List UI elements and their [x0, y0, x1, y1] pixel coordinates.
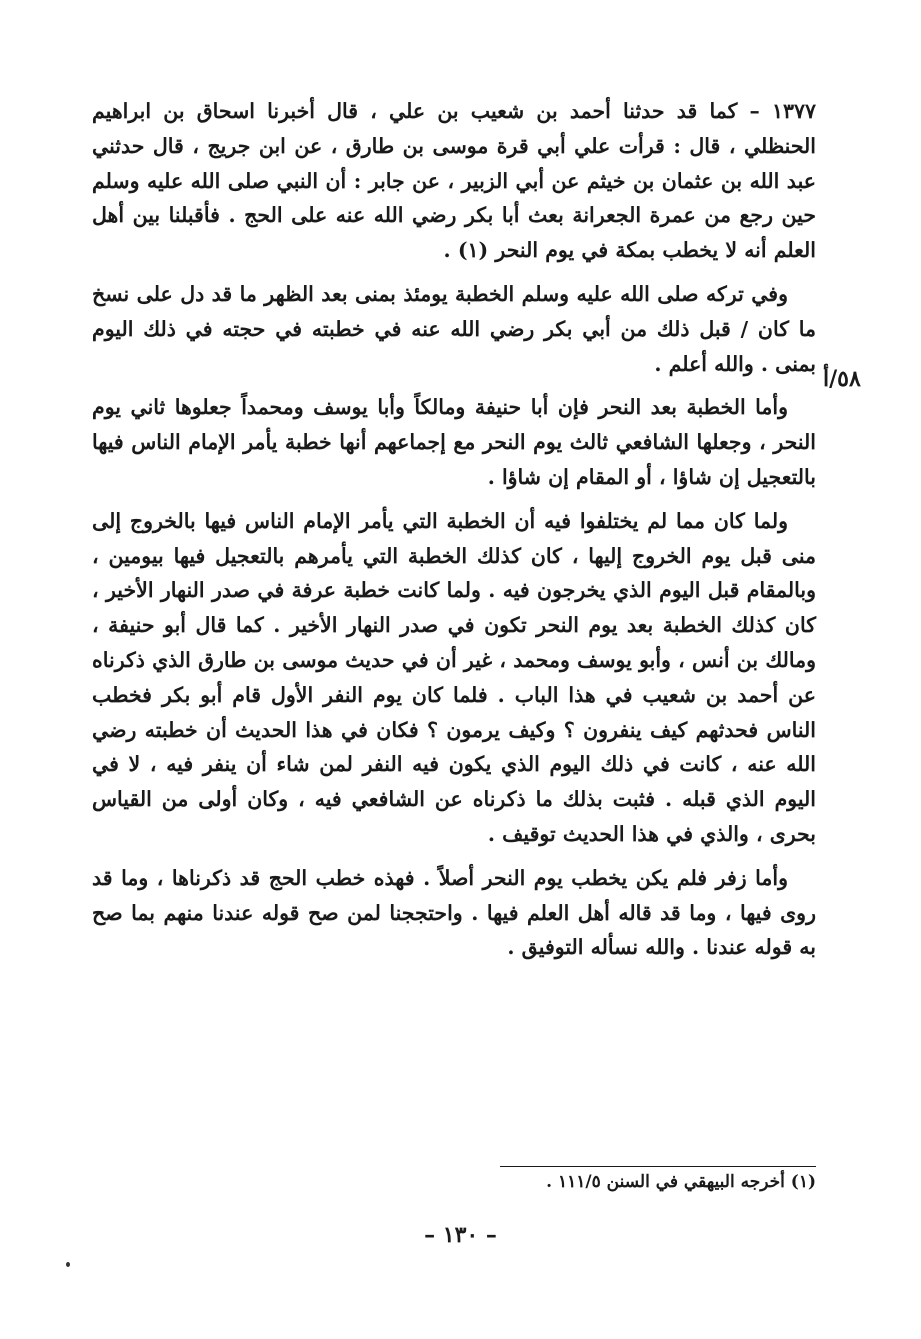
paragraph-sermon-timing: ولما كان مما لم يختلفوا فيه أن الخطبة التي يأمر الإمام الناس فيها بالخروج إلى منى قبل يوم الخروج إليها ، كان كذلك الخطبة التي يأمرهم بالتعجيل فيها بيومين ، وبالمقام قبل اليوم الذي يخرجون فيه . ولما كانت خطبة عرفة في صدر النهار الأخير ، كان كذلك الخطبة بعد يوم النحر تكون في صدر النهار الأخير . كما قال أبو حنيفة ، ومالك بن أنس ، وأبو يوسف ومحمد ، غير أن في حديث موسى بن طارق الذي ذكرناه عن أحمد بن شعيب في هذا الباب . فلما كان يوم النفر الأول قام أبو بكر فخطب الناس فحدثهم كيف ينفرون ؟ وكيف يرمون ؟ فكان في هذا الحديث أن خطبته رضي الله عنه ، كانت في ذلك اليوم الذي يكون فيه النفر لمن شاء أن ينفر فيه ، لا في اليوم الذي قبله . فثبت بذلك ما ذكرناه عن الشافعي فيه ، وكان أولى من القياس بحرى ، والذي في هذا الحديث توقيف .	[92, 508, 816, 846]
footnote: (١) أخرجه البيهقي في السنن ١١١/٥ .	[546, 1172, 816, 1192]
page-body	[92, 94, 816, 974]
paragraph-sermon-after-nahr: وأما الخطبة بعد النحر فإن أبا حنيفة ومالكاً وأبا يوسف ومحمداً جعلوها ثاني يوم النحر ، وجعلها الشافعي ثالث يوم النحر مع إجماعهم أنها خطبة يأمر الإمام الناس فيها بالتعجيل إن شاؤا ، أو المقام إن شاؤا .	[92, 395, 816, 489]
footnote-divider	[500, 1166, 816, 1167]
paragraph-zufar: وأما زفر فلم يكن يخطب يوم النحر أصلاً . فهذه خطب الحج قد ذكرناها ، وما قد روى فيها ، وما قد قاله أهل العلم فيها . واحتججنا لمن صح قوله عندنا منهم بما صح به قوله عندنا . والله نسأله التوفيق .	[92, 865, 816, 960]
page-number: – ١٣٠ –	[424, 1222, 497, 1248]
manuscript-folio-marker: ٥٨/أ	[823, 366, 861, 392]
paragraph-abrogation: وفي تركه صلى الله عليه وسلم الخطبة يومئذ بمنى بعد الظهر ما قد دل على نسخ ما كان / قبل ذلك من أبي بكر رضي الله عنه في خطبته في حجته في ذلك اليوم بمنى . والله أعلم .	[92, 281, 816, 376]
scan-speck	[66, 1262, 70, 1267]
paragraph-hadith-1377: ١٣٧٧ – كما قد حدثنا أحمد بن شعيب بن علي ، قال أخبرنا اسحاق بن ابراهيم الحنظلي ، قال : قرأت علي أبي قرة موسى بن طارق ، عن ابن جريج ، قال حدثني عبد الله بن عثمان بن خيثم عن أبي الزبير ، عن جابر : أن النبي صلى الله عليه وسلم حين رجع من عمرة الجعرانة بعث أبا بكر رضي الله عنه على الحج . فأقبلنا بين أهل العلم أنه لا يخطب بمكة في يوم النحر (١) .	[92, 99, 816, 263]
